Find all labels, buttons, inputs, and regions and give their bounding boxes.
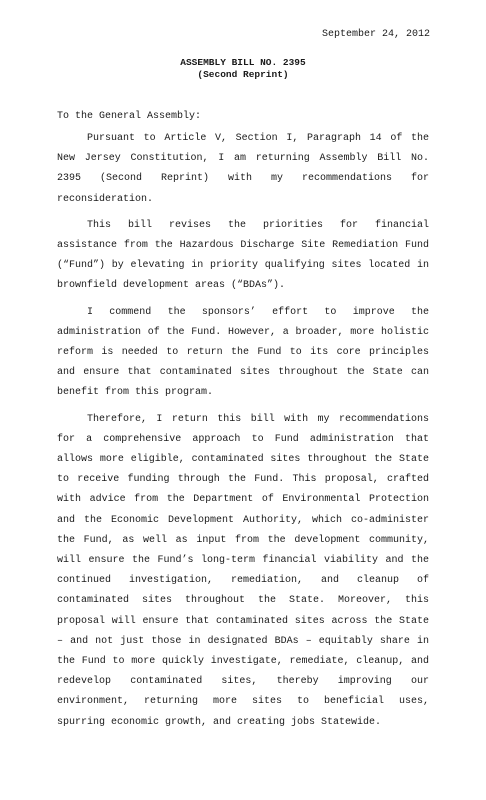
bill-number: ASSEMBLY BILL NO. 2395 [180,57,306,68]
paragraph: This bill revises the priorities for financial assistance from the Hazardous Discharge Site Remediation Fund (“Fund”) by elevating in priority qualifying sites located in brownfield development areas (“BDAs”). [57,219,429,292]
letter-date: September 24, 2012 [321,29,430,40]
bill-title-block [0,57,486,81]
paragraph: Therefore, I return this bill with my recommendations for a comprehensive approach to Fund administration that allows more eligible, contaminated sites throughout the State to receive funding through the Fund. This proposal, crafted with advice from the Department of Environmental Protection and the Economic Development Authority, which co-administer the Fund, as well as input from the development community, will ensure the Fund’s long-term financial viability and the continued investigation, remediation, and cleanup of contaminated sites throughout the State. Moreover, this proposal will ensure that contaminated sites across the State – and not just those in designated BDAs – equitably share in the Fund to more quickly investigate, remediate, cleanup, and redevelop contaminated sites, thereby improving our environment, returning more sites to beneficial uses, spurring economic growth, and creating jobs Statewide. [57,413,429,728]
letter-body [57,129,429,739]
bill-reprint: (Second Reprint) [197,69,289,80]
paragraph: Pursuant to Article V, Section I, Paragraph 14 of the New Jersey Constitution, I am returning Assembly Bill No. 2395 (Second Reprint) with my recommendations for reconsideration. [57,133,429,205]
paragraph: I commend the sponsors’ effort to improve the administration of the Fund. However, a broader, more holistic reform is needed to return the Fund to its core principles and ensure that contaminated sites throughout the State can benefit from this program. [57,306,429,399]
salutation: To the General Assembly: [57,111,202,122]
